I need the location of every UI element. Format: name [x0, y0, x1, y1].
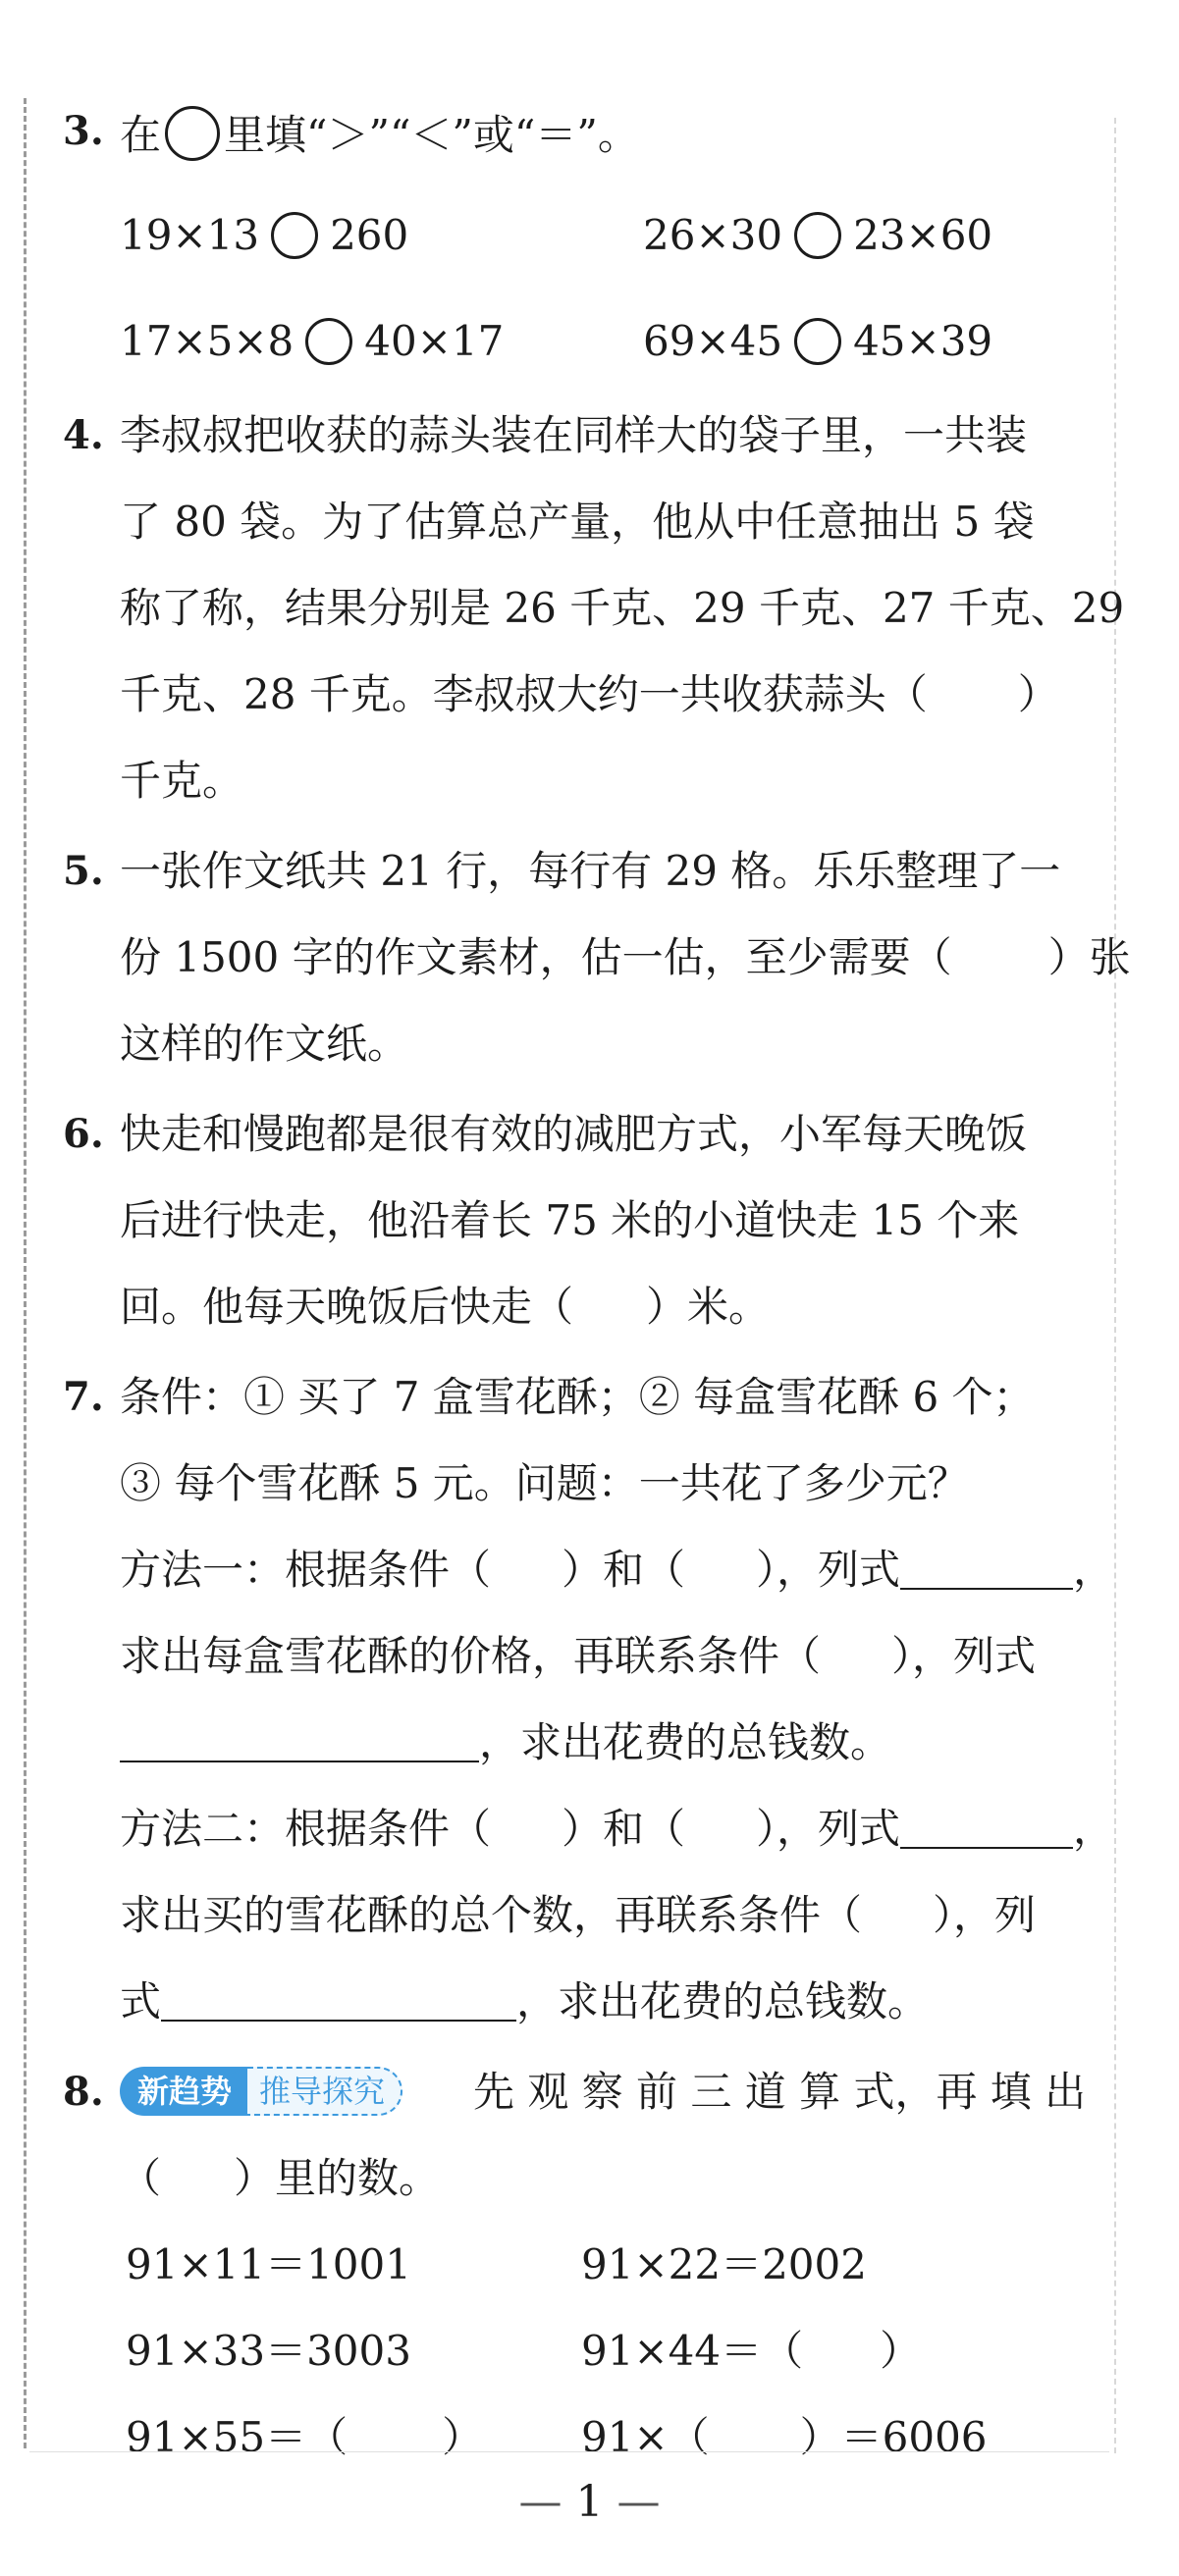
formula-blank[interactable] [120, 1721, 479, 1762]
question-number: 5. [63, 848, 104, 894]
method-two-line: 方法二：根据条件（ ）和（ ），列式 ， [120, 1805, 1115, 1853]
comparison-3: 17×5×8 40×17 [120, 317, 505, 365]
method-one-line: 求出每盒雪花酥的价格，再联系条件（ ），列式 [120, 1632, 1037, 1680]
question-number: 8. [63, 2069, 104, 2115]
equation: 91×44＝（ ） [581, 2327, 922, 2375]
right-dashed-margin [1114, 118, 1116, 2453]
equation: 91×22＝2002 [581, 2240, 867, 2288]
comparison-circle[interactable] [305, 318, 352, 365]
question-stem: 在 里填“＞”“＜”或“＝”。 [120, 106, 639, 157]
text-line: 快走和慢跑都是很有效的减肥方式，小军每天晚饭 [120, 1110, 1028, 1158]
formula-blank[interactable] [900, 1549, 1073, 1590]
formula-blank[interactable] [161, 1980, 516, 2022]
footer-separator [29, 2451, 1109, 2452]
equation: 91×11＝1001 [126, 2240, 411, 2288]
text-line: 先 观 察 前 三 道 算 式，再 填 出 [473, 2068, 1087, 2116]
comparison-2: 26×30 23×60 [643, 211, 993, 259]
comparison-circle[interactable] [794, 212, 841, 259]
text-line: 份 1500 字的作文素材，估一估，至少需要（ ）张 [120, 933, 1131, 981]
conditions-line: 条件：① 买了 7 盒雪花酥；② 每盒雪花酥 6 个； [120, 1373, 1035, 1421]
question-number: 7. [63, 1374, 104, 1420]
text-line: 一张作文纸共 21 行，每行有 29 格。乐乐整理了一 [120, 847, 1061, 895]
text-line: 后进行快走，他沿着长 75 米的小道快走 15 个来 [120, 1196, 1020, 1244]
method-two-line: 式 ，求出花费的总钱数。 [120, 1977, 930, 2025]
question-number: 6. [63, 1111, 104, 1157]
equation: 91×（ ）＝6006 [581, 2413, 988, 2461]
trend-badge [120, 2067, 402, 2116]
text-line: 称了称，结果分别是 26 千克、29 千克、27 千克、29 [120, 584, 1125, 632]
equation: 91×55＝（ ） [126, 2413, 484, 2461]
text-line: （ ）里的数。 [120, 2154, 441, 2202]
method-one-line: ，求出花费的总钱数。 [120, 1717, 891, 1768]
comparison-circle[interactable] [271, 212, 318, 259]
comparison-4: 69×45 45×39 [643, 317, 993, 365]
equation: 91×33＝3003 [126, 2327, 411, 2375]
left-dashed-margin [24, 98, 27, 2448]
text-line: 李叔叔把收获的蒜头装在同样大的袋子里，一共装 [120, 411, 1028, 459]
formula-blank[interactable] [900, 1808, 1073, 1849]
badge-new-trend: 新趋势 [120, 2067, 247, 2116]
page-footer: — 1 — [518, 2477, 661, 2527]
text-line: 了 80 袋。为了估算总产量，他从中任意抽出 5 袋 [120, 498, 1035, 546]
badge-derive-explore: 推导探究 [247, 2067, 402, 2116]
question-number: 3. [63, 108, 104, 154]
conditions-line: ③ 每个雪花酥 5 元。问题：一共花了多少元？ [120, 1459, 969, 1507]
question-number: 4. [63, 412, 104, 458]
comparison-1: 19×13 260 [120, 211, 409, 259]
text-line: 回。他每天晚饭后快走（ ）米。 [120, 1283, 771, 1331]
method-two-line: 求出买的雪花酥的总个数，再联系条件（ ），列 [120, 1891, 1037, 1939]
comparison-circle[interactable] [794, 318, 841, 365]
method-one-line: 方法一：根据条件（ ）和（ ），列式 ， [120, 1546, 1115, 1594]
text-line: 千克。 [120, 757, 244, 805]
text-line: 千克、28 千克。李叔叔大约一共收获蒜头（ ） [120, 670, 1059, 718]
text-line: 这样的作文纸。 [120, 1020, 409, 1068]
page-number: 1 [575, 2477, 604, 2527]
answer-circle[interactable] [165, 106, 220, 161]
